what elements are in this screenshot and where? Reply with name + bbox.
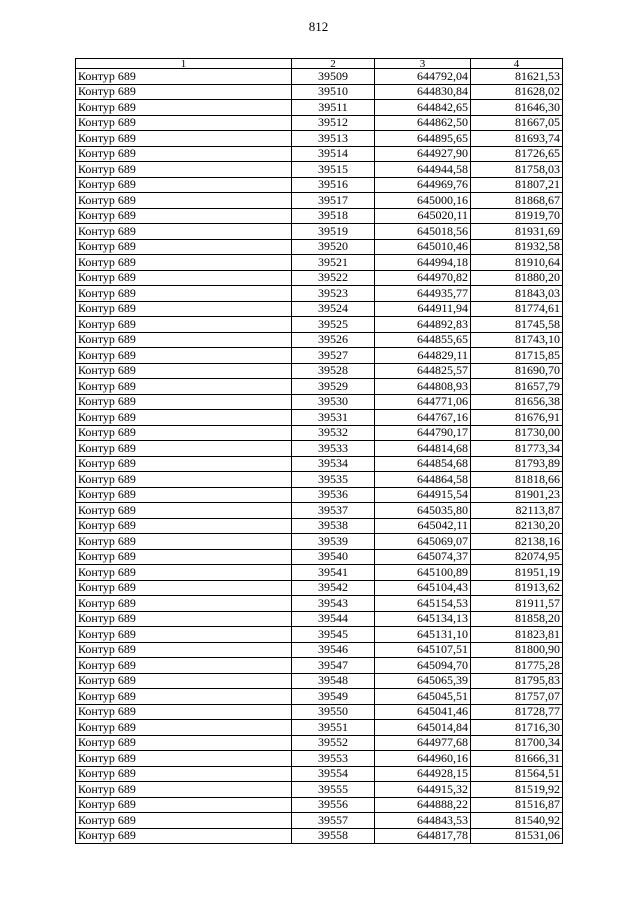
contour-name-cell: Контур 689 bbox=[76, 813, 292, 829]
point-number-cell: 39558 bbox=[292, 828, 375, 844]
table-row bbox=[76, 410, 563, 426]
table-row bbox=[76, 704, 563, 720]
coordinates-table bbox=[75, 58, 563, 844]
table-row bbox=[76, 828, 563, 844]
table-row bbox=[76, 69, 563, 85]
y-coordinate-cell: 81621,53 bbox=[471, 69, 563, 85]
table-row bbox=[76, 208, 563, 224]
x-coordinate-cell: 645014,84 bbox=[375, 720, 471, 736]
point-number-cell: 39533 bbox=[292, 441, 375, 457]
contour-name-cell: Контур 689 bbox=[76, 596, 292, 612]
contour-name-cell: Контур 689 bbox=[76, 115, 292, 131]
table-row bbox=[76, 534, 563, 550]
point-number-cell: 39538 bbox=[292, 518, 375, 534]
x-coordinate-cell: 644808,93 bbox=[375, 379, 471, 395]
table-row bbox=[76, 782, 563, 798]
x-coordinate-cell: 645042,11 bbox=[375, 518, 471, 534]
x-coordinate-cell: 644830,84 bbox=[375, 84, 471, 100]
point-number-cell: 39527 bbox=[292, 348, 375, 364]
point-number-cell: 39517 bbox=[292, 193, 375, 209]
x-coordinate-cell: 645000,16 bbox=[375, 193, 471, 209]
x-coordinate-cell: 644915,32 bbox=[375, 782, 471, 798]
y-coordinate-cell: 81656,38 bbox=[471, 394, 563, 410]
y-coordinate-cell: 81540,92 bbox=[471, 813, 563, 829]
x-coordinate-cell: 644829,11 bbox=[375, 348, 471, 364]
y-coordinate-cell: 81932,58 bbox=[471, 239, 563, 255]
x-coordinate-cell: 644911,94 bbox=[375, 301, 471, 317]
point-number-cell: 39516 bbox=[292, 177, 375, 193]
table-row bbox=[76, 270, 563, 286]
contour-name-cell: Контур 689 bbox=[76, 580, 292, 596]
y-coordinate-cell: 81716,30 bbox=[471, 720, 563, 736]
x-coordinate-cell: 644767,16 bbox=[375, 410, 471, 426]
contour-name-cell: Контур 689 bbox=[76, 518, 292, 534]
contour-name-cell: Контур 689 bbox=[76, 689, 292, 705]
contour-name-cell: Контур 689 bbox=[76, 611, 292, 627]
table-row bbox=[76, 797, 563, 813]
point-number-cell: 39518 bbox=[292, 208, 375, 224]
table-row bbox=[76, 363, 563, 379]
y-coordinate-cell: 81730,00 bbox=[471, 425, 563, 441]
x-coordinate-cell: 644944,58 bbox=[375, 162, 471, 178]
point-number-cell: 39511 bbox=[292, 100, 375, 116]
contour-name-cell: Контур 689 bbox=[76, 131, 292, 147]
point-number-cell: 39513 bbox=[292, 131, 375, 147]
table-row bbox=[76, 487, 563, 503]
table-row bbox=[76, 301, 563, 317]
x-coordinate-cell: 645154,53 bbox=[375, 596, 471, 612]
table-body bbox=[76, 69, 563, 844]
x-coordinate-cell: 644927,90 bbox=[375, 146, 471, 162]
contour-name-cell: Контур 689 bbox=[76, 735, 292, 751]
contour-name-cell: Контур 689 bbox=[76, 627, 292, 643]
point-number-cell: 39532 bbox=[292, 425, 375, 441]
y-coordinate-cell: 81666,31 bbox=[471, 751, 563, 767]
x-coordinate-cell: 645134,13 bbox=[375, 611, 471, 627]
point-number-cell: 39541 bbox=[292, 565, 375, 581]
y-coordinate-cell: 81800,90 bbox=[471, 642, 563, 658]
contour-name-cell: Контур 689 bbox=[76, 255, 292, 271]
point-number-cell: 39554 bbox=[292, 766, 375, 782]
contour-name-cell: Контур 689 bbox=[76, 286, 292, 302]
contour-name-cell: Контур 689 bbox=[76, 456, 292, 472]
table-row bbox=[76, 379, 563, 395]
x-coordinate-cell: 644960,16 bbox=[375, 751, 471, 767]
contour-name-cell: Контур 689 bbox=[76, 410, 292, 426]
header-row bbox=[76, 59, 563, 69]
table-row bbox=[76, 611, 563, 627]
contour-name-cell: Контур 689 bbox=[76, 379, 292, 395]
y-coordinate-cell: 81775,28 bbox=[471, 658, 563, 674]
y-coordinate-cell: 81628,02 bbox=[471, 84, 563, 100]
table-row bbox=[76, 518, 563, 534]
y-coordinate-cell: 81858,20 bbox=[471, 611, 563, 627]
x-coordinate-cell: 644928,15 bbox=[375, 766, 471, 782]
x-coordinate-cell: 645069,07 bbox=[375, 534, 471, 550]
y-coordinate-cell: 81646,30 bbox=[471, 100, 563, 116]
x-coordinate-cell: 644842,65 bbox=[375, 100, 471, 116]
y-coordinate-cell: 81676,91 bbox=[471, 410, 563, 426]
column-header-4: 4 bbox=[471, 59, 563, 69]
point-number-cell: 39556 bbox=[292, 797, 375, 813]
table-row bbox=[76, 255, 563, 271]
point-number-cell: 39534 bbox=[292, 456, 375, 472]
contour-name-cell: Контур 689 bbox=[76, 503, 292, 519]
table-row bbox=[76, 642, 563, 658]
point-number-cell: 39525 bbox=[292, 317, 375, 333]
y-coordinate-cell: 81880,20 bbox=[471, 270, 563, 286]
contour-name-cell: Контур 689 bbox=[76, 100, 292, 116]
table-row bbox=[76, 224, 563, 240]
contour-name-cell: Контур 689 bbox=[76, 348, 292, 364]
x-coordinate-cell: 645100,89 bbox=[375, 565, 471, 581]
contour-name-cell: Контур 689 bbox=[76, 239, 292, 255]
point-number-cell: 39521 bbox=[292, 255, 375, 271]
contour-name-cell: Контур 689 bbox=[76, 472, 292, 488]
y-coordinate-cell: 81667,05 bbox=[471, 115, 563, 131]
contour-name-cell: Контур 689 bbox=[76, 487, 292, 503]
point-number-cell: 39510 bbox=[292, 84, 375, 100]
contour-name-cell: Контур 689 bbox=[76, 565, 292, 581]
table-row bbox=[76, 472, 563, 488]
y-coordinate-cell: 81951,19 bbox=[471, 565, 563, 581]
point-number-cell: 39544 bbox=[292, 611, 375, 627]
y-coordinate-cell: 81818,66 bbox=[471, 472, 563, 488]
table-row bbox=[76, 627, 563, 643]
contour-name-cell: Контур 689 bbox=[76, 332, 292, 348]
point-number-cell: 39529 bbox=[292, 379, 375, 395]
table-row bbox=[76, 565, 563, 581]
x-coordinate-cell: 644888,22 bbox=[375, 797, 471, 813]
table-row bbox=[76, 580, 563, 596]
x-coordinate-cell: 645065,39 bbox=[375, 673, 471, 689]
table-row bbox=[76, 456, 563, 472]
x-coordinate-cell: 644825,57 bbox=[375, 363, 471, 379]
table-row bbox=[76, 162, 563, 178]
point-number-cell: 39512 bbox=[292, 115, 375, 131]
y-coordinate-cell: 81693,74 bbox=[471, 131, 563, 147]
y-coordinate-cell: 81807,21 bbox=[471, 177, 563, 193]
contour-name-cell: Контур 689 bbox=[76, 549, 292, 565]
y-coordinate-cell: 81913,62 bbox=[471, 580, 563, 596]
y-coordinate-cell: 81743,10 bbox=[471, 332, 563, 348]
point-number-cell: 39528 bbox=[292, 363, 375, 379]
y-coordinate-cell: 81911,57 bbox=[471, 596, 563, 612]
x-coordinate-cell: 645018,56 bbox=[375, 224, 471, 240]
x-coordinate-cell: 644855,65 bbox=[375, 332, 471, 348]
x-coordinate-cell: 645131,10 bbox=[375, 627, 471, 643]
table-row bbox=[76, 549, 563, 565]
table-row bbox=[76, 441, 563, 457]
y-coordinate-cell: 81931,69 bbox=[471, 224, 563, 240]
x-coordinate-cell: 645020,11 bbox=[375, 208, 471, 224]
point-number-cell: 39548 bbox=[292, 673, 375, 689]
page-number: 812 bbox=[308, 19, 329, 34]
point-number-cell: 39540 bbox=[292, 549, 375, 565]
point-number-cell: 39539 bbox=[292, 534, 375, 550]
x-coordinate-cell: 645074,37 bbox=[375, 549, 471, 565]
point-number-cell: 39545 bbox=[292, 627, 375, 643]
y-coordinate-cell: 81519,92 bbox=[471, 782, 563, 798]
table-row bbox=[76, 503, 563, 519]
point-number-cell: 39549 bbox=[292, 689, 375, 705]
contour-name-cell: Контур 689 bbox=[76, 193, 292, 209]
x-coordinate-cell: 644843,53 bbox=[375, 813, 471, 829]
y-coordinate-cell: 81919,70 bbox=[471, 208, 563, 224]
x-coordinate-cell: 645045,51 bbox=[375, 689, 471, 705]
x-coordinate-cell: 644915,54 bbox=[375, 487, 471, 503]
table-row bbox=[76, 751, 563, 767]
y-coordinate-cell: 81728,77 bbox=[471, 704, 563, 720]
table-row bbox=[76, 177, 563, 193]
contour-name-cell: Контур 689 bbox=[76, 751, 292, 767]
contour-name-cell: Контур 689 bbox=[76, 425, 292, 441]
contour-name-cell: Контур 689 bbox=[76, 441, 292, 457]
y-coordinate-cell: 81758,03 bbox=[471, 162, 563, 178]
table-row bbox=[76, 766, 563, 782]
x-coordinate-cell: 644935,77 bbox=[375, 286, 471, 302]
point-number-cell: 39531 bbox=[292, 410, 375, 426]
contour-name-cell: Контур 689 bbox=[76, 534, 292, 550]
table-row bbox=[76, 193, 563, 209]
table-row bbox=[76, 735, 563, 751]
table-row bbox=[76, 813, 563, 829]
table-row bbox=[76, 332, 563, 348]
table-row bbox=[76, 286, 563, 302]
contour-name-cell: Контур 689 bbox=[76, 363, 292, 379]
contour-name-cell: Контур 689 bbox=[76, 704, 292, 720]
x-coordinate-cell: 645104,43 bbox=[375, 580, 471, 596]
table-row bbox=[76, 131, 563, 147]
x-coordinate-cell: 644814,68 bbox=[375, 441, 471, 457]
point-number-cell: 39530 bbox=[292, 394, 375, 410]
point-number-cell: 39515 bbox=[292, 162, 375, 178]
contour-name-cell: Контур 689 bbox=[76, 270, 292, 286]
contour-name-cell: Контур 689 bbox=[76, 642, 292, 658]
column-header-2: 2 bbox=[292, 59, 375, 69]
x-coordinate-cell: 645107,51 bbox=[375, 642, 471, 658]
table-row bbox=[76, 146, 563, 162]
y-coordinate-cell: 82130,20 bbox=[471, 518, 563, 534]
y-coordinate-cell: 82138,16 bbox=[471, 534, 563, 550]
contour-name-cell: Контур 689 bbox=[76, 301, 292, 317]
table-row bbox=[76, 84, 563, 100]
contour-name-cell: Контур 689 bbox=[76, 317, 292, 333]
y-coordinate-cell: 81823,81 bbox=[471, 627, 563, 643]
x-coordinate-cell: 644977,68 bbox=[375, 735, 471, 751]
point-number-cell: 39557 bbox=[292, 813, 375, 829]
point-number-cell: 39543 bbox=[292, 596, 375, 612]
point-number-cell: 39514 bbox=[292, 146, 375, 162]
y-coordinate-cell: 81773,34 bbox=[471, 441, 563, 457]
x-coordinate-cell: 645035,80 bbox=[375, 503, 471, 519]
y-coordinate-cell: 81516,87 bbox=[471, 797, 563, 813]
contour-name-cell: Контур 689 bbox=[76, 224, 292, 240]
table-row bbox=[76, 689, 563, 705]
table-row bbox=[76, 239, 563, 255]
point-number-cell: 39520 bbox=[292, 239, 375, 255]
contour-name-cell: Контур 689 bbox=[76, 782, 292, 798]
contour-name-cell: Контур 689 bbox=[76, 797, 292, 813]
y-coordinate-cell: 81910,64 bbox=[471, 255, 563, 271]
y-coordinate-cell: 81843,03 bbox=[471, 286, 563, 302]
y-coordinate-cell: 82113,87 bbox=[471, 503, 563, 519]
table-row bbox=[76, 115, 563, 131]
x-coordinate-cell: 644970,82 bbox=[375, 270, 471, 286]
y-coordinate-cell: 81757,07 bbox=[471, 689, 563, 705]
point-number-cell: 39519 bbox=[292, 224, 375, 240]
point-number-cell: 39522 bbox=[292, 270, 375, 286]
point-number-cell: 39551 bbox=[292, 720, 375, 736]
point-number-cell: 39552 bbox=[292, 735, 375, 751]
point-number-cell: 39555 bbox=[292, 782, 375, 798]
point-number-cell: 39535 bbox=[292, 472, 375, 488]
y-coordinate-cell: 81745,58 bbox=[471, 317, 563, 333]
table-row bbox=[76, 720, 563, 736]
table-row bbox=[76, 673, 563, 689]
point-number-cell: 39526 bbox=[292, 332, 375, 348]
y-coordinate-cell: 81715,85 bbox=[471, 348, 563, 364]
y-coordinate-cell: 81795,83 bbox=[471, 673, 563, 689]
x-coordinate-cell: 644892,83 bbox=[375, 317, 471, 333]
table-row bbox=[76, 425, 563, 441]
x-coordinate-cell: 644994,18 bbox=[375, 255, 471, 271]
point-number-cell: 39509 bbox=[292, 69, 375, 85]
contour-name-cell: Контур 689 bbox=[76, 828, 292, 844]
column-header-1: 1 bbox=[76, 59, 292, 69]
table-row bbox=[76, 596, 563, 612]
contour-name-cell: Контур 689 bbox=[76, 146, 292, 162]
contour-name-cell: Контур 689 bbox=[76, 394, 292, 410]
y-coordinate-cell: 81531,06 bbox=[471, 828, 563, 844]
table-row bbox=[76, 394, 563, 410]
point-number-cell: 39524 bbox=[292, 301, 375, 317]
contour-name-cell: Контур 689 bbox=[76, 766, 292, 782]
x-coordinate-cell: 645010,46 bbox=[375, 239, 471, 255]
x-coordinate-cell: 644771,06 bbox=[375, 394, 471, 410]
contour-name-cell: Контур 689 bbox=[76, 177, 292, 193]
point-number-cell: 39550 bbox=[292, 704, 375, 720]
y-coordinate-cell: 81901,23 bbox=[471, 487, 563, 503]
contour-name-cell: Контур 689 bbox=[76, 84, 292, 100]
contour-name-cell: Контур 689 bbox=[76, 658, 292, 674]
contour-name-cell: Контур 689 bbox=[76, 720, 292, 736]
point-number-cell: 39542 bbox=[292, 580, 375, 596]
table-row bbox=[76, 348, 563, 364]
table-row bbox=[76, 317, 563, 333]
contour-name-cell: Контур 689 bbox=[76, 69, 292, 85]
x-coordinate-cell: 644864,58 bbox=[375, 472, 471, 488]
point-number-cell: 39537 bbox=[292, 503, 375, 519]
y-coordinate-cell: 81726,65 bbox=[471, 146, 563, 162]
x-coordinate-cell: 644854,68 bbox=[375, 456, 471, 472]
contour-name-cell: Контур 689 bbox=[76, 208, 292, 224]
point-number-cell: 39553 bbox=[292, 751, 375, 767]
x-coordinate-cell: 645041,46 bbox=[375, 704, 471, 720]
y-coordinate-cell: 81868,67 bbox=[471, 193, 563, 209]
x-coordinate-cell: 644792,04 bbox=[375, 69, 471, 85]
y-coordinate-cell: 81774,61 bbox=[471, 301, 563, 317]
x-coordinate-cell: 644969,76 bbox=[375, 177, 471, 193]
y-coordinate-cell: 81657,79 bbox=[471, 379, 563, 395]
x-coordinate-cell: 644817,78 bbox=[375, 828, 471, 844]
y-coordinate-cell: 81793,89 bbox=[471, 456, 563, 472]
y-coordinate-cell: 81700,34 bbox=[471, 735, 563, 751]
y-coordinate-cell: 81690,70 bbox=[471, 363, 563, 379]
contour-name-cell: Контур 689 bbox=[76, 162, 292, 178]
column-header-3: 3 bbox=[375, 59, 471, 69]
contour-name-cell: Контур 689 bbox=[76, 673, 292, 689]
point-number-cell: 39523 bbox=[292, 286, 375, 302]
table-row bbox=[76, 100, 563, 116]
point-number-cell: 39536 bbox=[292, 487, 375, 503]
x-coordinate-cell: 645094,70 bbox=[375, 658, 471, 674]
y-coordinate-cell: 82074,95 bbox=[471, 549, 563, 565]
x-coordinate-cell: 644895,65 bbox=[375, 131, 471, 147]
point-number-cell: 39547 bbox=[292, 658, 375, 674]
y-coordinate-cell: 81564,51 bbox=[471, 766, 563, 782]
point-number-cell: 39546 bbox=[292, 642, 375, 658]
x-coordinate-cell: 644862,50 bbox=[375, 115, 471, 131]
x-coordinate-cell: 644790,17 bbox=[375, 425, 471, 441]
table-row bbox=[76, 658, 563, 674]
